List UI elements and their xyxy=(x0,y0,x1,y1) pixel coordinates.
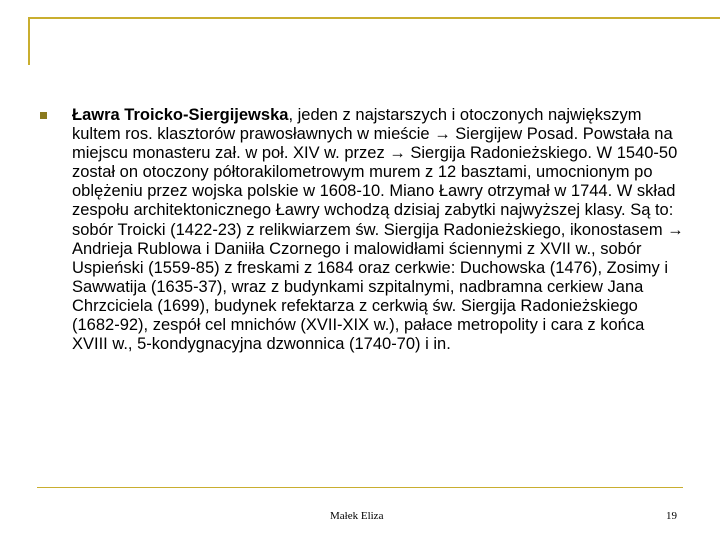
paragraph-body: , jeden z najstarszych i otoczonych największym kultem ros. klasztorów prawosławnych w mieście → Siergijew Posad. Powstała na miejscu monasteru zał. w poł. XIV w. przez → Siergija Radonieżskiego. W 1540-50 został on otoczony półtorakilometrowym murem z 12 basztami, umocnionym po oblężeniu przez wojska polskie w 1608-10. Miano Ławry otrzymał w 1744. W skład zespołu architektonicznego Ławry wchodzą dzisiaj zabytki najwyższej klasy. Są to: sobór Troicki (1422-23) z relikwiarzem św. Siergija Radonieżskiego, ikonostasem → Andrieja Rublowa i Daniiła Czornego i malowidłami ściennymi z XVII w., sobór Uspieński (1559-85) z freskami z 1684 oraz cerkwie: Duchowska (1476), Zosimy i Sawwatija (1635-37), wraz z budynkami szpitalnymi, nadbramna cerkiew Jana Chrzciciela (1699), budynek refektarza z cerkwią św. Siergija Radonieżskiego (1682-92), zespół cel mnichów (XVII-XIX w.), pałace metropolity i cara z końca XVIII w., 5-kondygnacyjna dzwonnica (1740-70) i in. xyxy=(72,106,684,354)
footer-divider xyxy=(37,487,683,488)
top-border-line xyxy=(28,17,720,19)
left-border-line xyxy=(28,17,30,65)
page-number: 19 xyxy=(666,510,677,522)
square-bullet-icon xyxy=(40,112,47,119)
footer-author: Małek Eliza xyxy=(330,510,384,522)
paragraph-title: Ławra Troicko-Siergijewska xyxy=(72,106,289,124)
body-paragraph xyxy=(72,106,684,354)
